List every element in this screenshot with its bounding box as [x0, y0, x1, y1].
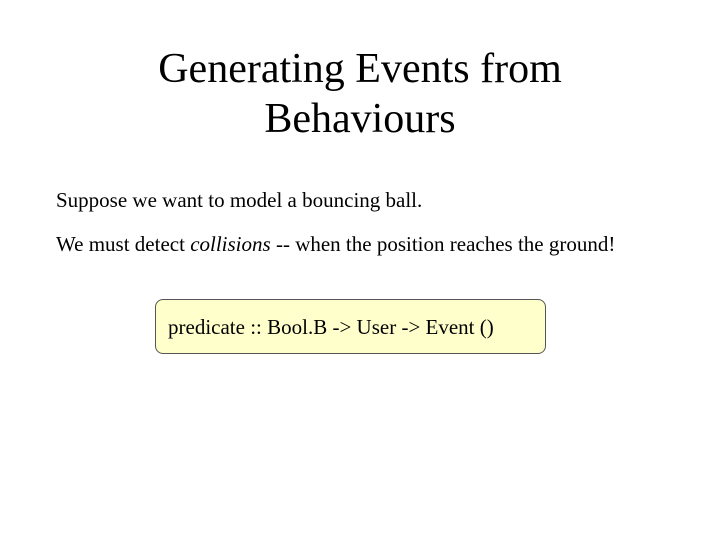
bullet-detect-collisions [56, 230, 656, 259]
bullet-bouncing-ball: Suppose we want to model a bouncing ball. [56, 188, 423, 212]
slide-title [0, 44, 720, 144]
bullet-2-text-end: -- when the position reaches the ground! [270, 232, 616, 256]
title-line-1: Generating Events from [158, 46, 562, 92]
bullet-2-text-start: We must detect [56, 232, 191, 256]
code-box-predicate: predicate :: Bool.B -> User -> Event () [155, 299, 546, 354]
title-line-2: Behaviours [264, 96, 456, 142]
bullet-2-emphasis: collisions [190, 232, 271, 256]
